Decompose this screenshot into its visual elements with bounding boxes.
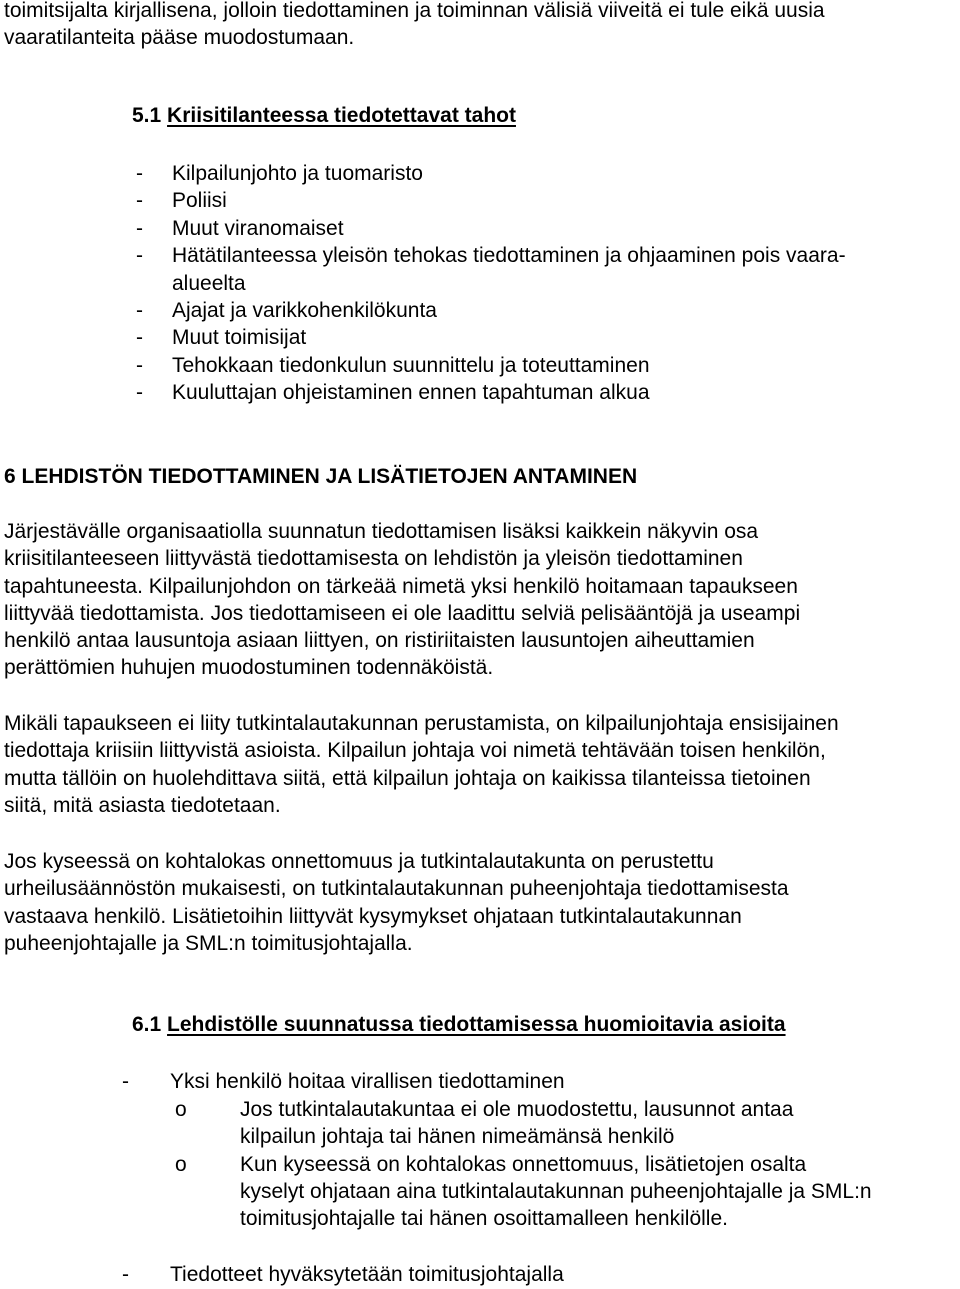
dash-bullet: - [136, 299, 143, 323]
list-item-text: Hätätilanteessa yleisön tehokas tiedottaminen ja ohjaaminen pois vaara- [172, 244, 846, 268]
sub-item-line: kyselyt ohjataan aina tutkintalautakunnan puheenjohtajalle ja SML:n [240, 1179, 872, 1203]
section-5-1-title: Kriisitilanteessa tiedotettavat tahot [167, 104, 516, 127]
list-item-text: Kilpailunjohto ja tuomaristo [172, 162, 423, 185]
list-item [122, 1261, 960, 1288]
list-item-continuation: alueelta [172, 271, 246, 295]
paragraph-line: henkilö antaa lausuntoja asiaan liittyen, on ristiriitaisten lausuntojen aiheuttamien [4, 629, 755, 653]
paragraph-line: tiedottaja kriisiin liittyvistä asioista. Kilpailun johtaja voi nimetä tehtävään toisen henkilön, [4, 739, 826, 763]
list-item [136, 187, 960, 214]
section-6-1-title: Lehdistölle suunnatussa tiedottamisessa huomioitavia asioita [167, 1013, 786, 1036]
list-item [136, 242, 960, 297]
dash-bullet: - [136, 326, 143, 350]
circle-bullet: o [175, 1098, 187, 1121]
dash-bullet: - [136, 216, 143, 240]
paragraph-line: urheilusäännöstön mukaisesti, on tutkintalautakunnan puheenjohtaja tiedottamisesta [4, 877, 789, 901]
section-6-1-heading [132, 1013, 786, 1037]
list-item-text: Tiedotteet hyväksytetään toimitusjohtajalla [170, 1263, 564, 1286]
list-item-text: Tehokkaan tiedonkulun suunnittelu ja toteuttaminen [172, 353, 650, 377]
list-item-text: Poliisi [172, 189, 227, 213]
paragraph-line: Mikäli tapaukseen ei liity tutkintalautakunnan perustamista, on kilpailunjohtaja ensisijainen [4, 712, 839, 735]
list-item [136, 352, 960, 379]
list-item [122, 1068, 960, 1095]
section-5-1-number: 5.1 [132, 104, 162, 127]
sub-item-line: Jos tutkintalautakuntaa ei ole muodostettu, lausunnot antaa [240, 1098, 794, 1121]
paragraph-line: perättömien huhujen muodostuminen todennäköistä. [4, 656, 494, 680]
dash-bullet: - [122, 1070, 129, 1093]
list-item-text: Muut viranomaiset [172, 216, 344, 240]
paragraph-line: kriisitilanteeseen liittyvästä tiedottamisesta on lehdistön ja yleisön tiedottaminen [4, 547, 743, 571]
list-item-text: Ajajat ja varikkohenkilökunta [172, 299, 437, 323]
list-item-text: Muut toimisijat [172, 326, 307, 350]
section-6-heading: 6 LEHDISTÖN TIEDOTTAMINEN JA LISÄTIETOJEN ANTAMINEN [4, 465, 638, 488]
intro-paragraph [4, 0, 956, 52]
paragraph-line: liittyvää tiedottamista. Jos tiedottamiseen ei ole laadittu selviä pelisääntöjä ja useampi [4, 601, 801, 625]
paragraph-line: tapahtuneesta. Kilpailunjohdon on tärkeää nimetä yksi henkilö hoitamaan tapaukseen [4, 574, 798, 598]
dash-bullet: - [136, 381, 143, 405]
section-6-paragraph-3 [4, 848, 956, 957]
section-6-paragraph-2 [4, 710, 956, 819]
dash-bullet: - [122, 1263, 129, 1286]
intro-line: toimitsijalta kirjallisena, jolloin tiedottaminen ja toiminnan välisiä viiveitä ei tule eikä uusia [4, 0, 825, 22]
section-6-1-list-end [122, 1261, 960, 1288]
paragraph-line: siitä, mitä asiasta tiedotetaan. [4, 793, 281, 817]
list-item-text: Kuuluttajan ohjeistaminen ennen tapahtuman alkua [172, 381, 650, 405]
list-item [136, 215, 960, 242]
sub-list-item [174, 1096, 960, 1151]
circle-bullet: o [175, 1152, 187, 1176]
section-6-paragraph-1 [4, 518, 956, 682]
list-item-text: Yksi henkilö hoitaa virallisen tiedottaminen [170, 1070, 565, 1093]
list-item [136, 324, 960, 351]
paragraph-line: Jos kyseessä on kohtalokas onnettomuus ja tutkintalautakunta on perustettu [4, 850, 714, 873]
sub-list-item [174, 1151, 960, 1233]
section-6-1-sub-list [174, 1096, 960, 1232]
sub-item-line: Kun kyseessä on kohtalokas onnettomuus, lisätietojen osalta [240, 1152, 807, 1176]
intro-line: vaaratilanteita pääse muodostumaan. [4, 26, 355, 50]
section-5-1-heading [132, 104, 516, 128]
sub-item-line: toimitusjohtajalle tai hänen osoittamalleen henkilölle. [240, 1207, 728, 1231]
paragraph-line: vastaava henkilö. Lisätietoihin liittyvät kysymykset ohjataan tutkintalautakunnan [4, 904, 742, 928]
dash-bullet: - [136, 244, 143, 268]
section-6-1-number: 6.1 [132, 1013, 162, 1036]
dash-bullet: - [136, 162, 143, 185]
paragraph-line: puheenjohtajalle ja SML:n toimitusjohtajalla. [4, 931, 413, 955]
dash-bullet: - [136, 189, 143, 213]
list-item [136, 379, 960, 406]
section-5-1-list [136, 160, 960, 407]
sub-item-line: kilpailun johtaja tai hänen nimeämänsä henkilö [240, 1125, 675, 1149]
list-item [136, 160, 960, 187]
list-item [136, 297, 960, 324]
dash-bullet: - [136, 353, 143, 377]
paragraph-line: Järjestävälle organisaatiolla suunnatun tiedottamisen lisäksi kaikkein näkyvin osa [4, 520, 759, 543]
paragraph-line: mutta tällöin on huolehdittava siitä, että kilpailun johtaja on kaikissa tilanteissa tietoinen [4, 766, 811, 790]
section-6-1-list [122, 1068, 960, 1095]
